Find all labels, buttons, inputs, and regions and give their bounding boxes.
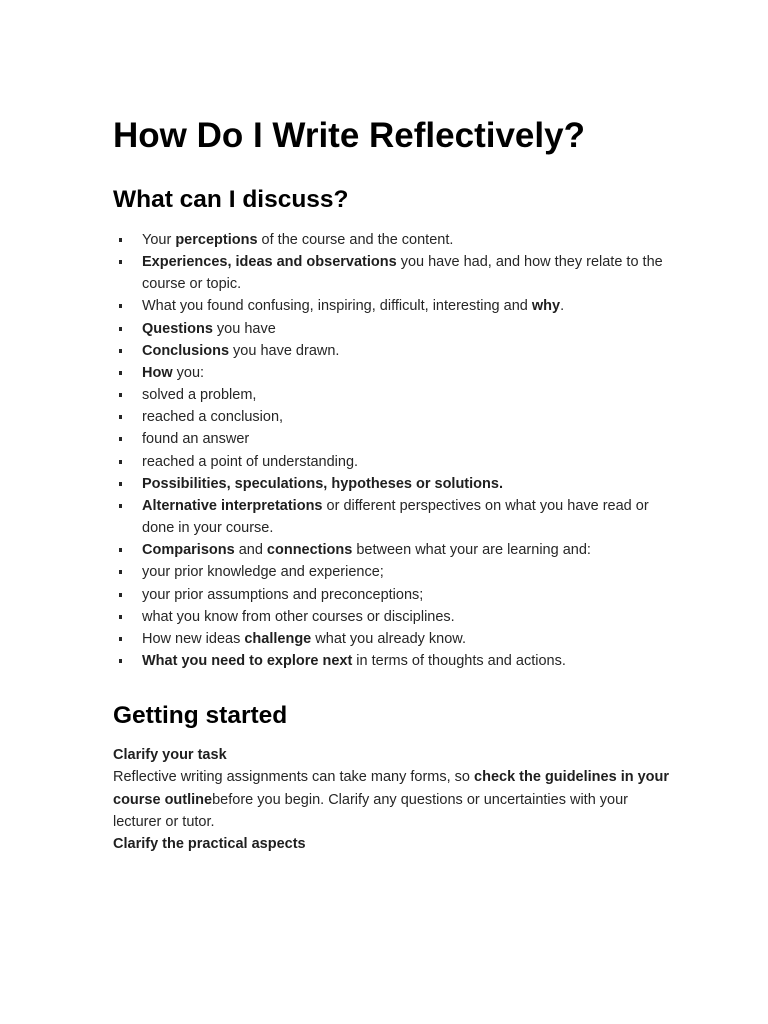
item-bold-text: perceptions (175, 232, 258, 248)
item-bold-text: Conclusions (142, 342, 230, 359)
discuss-list-item (118, 650, 678, 672)
bullet-icon (119, 460, 122, 464)
guidelines-paragraph (113, 766, 673, 833)
getting-started-body (113, 744, 673, 855)
item-bold-text: challenge (244, 630, 312, 647)
bullet-icon (119, 371, 122, 375)
bullet-icon (119, 570, 122, 574)
item-text: found an answer (142, 431, 250, 448)
discuss-list-item (118, 362, 678, 384)
bullet-icon (119, 593, 122, 597)
item-text: Your (142, 232, 176, 248)
bullet-icon (119, 393, 122, 397)
item-text: What you found confusing, inspiring, difficult, interesting and (142, 298, 532, 315)
discuss-list-item (118, 539, 678, 561)
item-text: your prior assumptions and preconceptions; (142, 586, 424, 603)
bullet-icon (119, 482, 122, 486)
discuss-list-item (118, 251, 678, 295)
bullet-icon (119, 659, 122, 663)
item-text: How new ideas (142, 630, 245, 647)
item-bold-text: Alternative interpretations (142, 497, 323, 514)
bullet-icon (119, 504, 122, 508)
paragraph-text-bold: check the guidelines in your course outline (113, 769, 670, 808)
clarify-task-label: Clarify your task (113, 747, 227, 763)
bullet-icon (119, 548, 122, 552)
bullet-icon (119, 615, 122, 619)
page-title: How Do I Write Reflectively? (113, 116, 585, 155)
discuss-list-item (118, 561, 678, 583)
item-text: reached a conclusion, (142, 409, 284, 426)
item-text: of the course and the content. (257, 232, 454, 248)
item-bold-text: Possibilities, speculations, hypotheses or solutions. (142, 475, 503, 492)
item-text: you have had, and how they relate to the course or topic. (142, 254, 663, 293)
discuss-list-item (118, 606, 678, 628)
bullet-icon (119, 637, 122, 641)
item-text: or different perspectives on what you have read or done in your course. (142, 497, 649, 537)
bullet-icon (119, 238, 122, 242)
paragraph-text-lead: Reflective writing assignments can take many forms, so (113, 769, 475, 786)
discuss-list-item (118, 473, 678, 495)
discuss-list-item (118, 406, 678, 428)
item-text: solved a problem, (142, 387, 257, 404)
item-text: reached a point of understanding. (142, 453, 359, 470)
bullet-icon (119, 260, 122, 264)
item-text: . (560, 298, 565, 315)
section-heading-discuss: What can I discuss? (113, 186, 349, 213)
discuss-bullet-list (118, 229, 678, 672)
discuss-list-item (118, 229, 678, 251)
item-bold-text: Experiences, ideas and observations (142, 254, 397, 271)
item-bold-text: Questions (142, 320, 213, 337)
item-bold-text: How (142, 364, 173, 381)
clarify-practical-label: Clarify the practical aspects (113, 836, 306, 853)
bullet-icon (119, 437, 122, 441)
discuss-list-item (118, 295, 678, 317)
item-text: your prior knowledge and experience; (142, 564, 384, 581)
item-bold-text: What you need to explore next (142, 652, 353, 669)
discuss-list-item (118, 340, 678, 362)
discuss-list-item (118, 384, 678, 406)
discuss-list-item (118, 428, 678, 450)
item-text: between what your are learning and: (352, 542, 591, 559)
item-bold-text: connections (266, 542, 353, 559)
discuss-list-item (118, 628, 678, 650)
item-text: in terms of thoughts and actions. (352, 652, 566, 669)
discuss-list-item (118, 584, 678, 606)
bullet-icon (119, 327, 122, 331)
item-text: you have drawn. (229, 342, 340, 359)
discuss-list-item (118, 451, 678, 473)
bullet-icon (119, 349, 122, 353)
item-text: and (234, 542, 267, 559)
item-text: what you know from other courses or disciplines. (142, 608, 455, 625)
item-bold-text: Comparisons (142, 542, 235, 559)
item-bold-text: why (531, 298, 561, 315)
discuss-list-item (118, 495, 678, 539)
section-heading-getting-started: Getting started (113, 702, 288, 729)
item-text: you have (212, 320, 276, 337)
item-text: what you already know. (311, 630, 467, 647)
bullet-icon (119, 415, 122, 419)
paragraph-text-rest: before you begin. Clarify any questions or uncertainties with your lecturer or tutor. (113, 791, 629, 830)
discuss-list-item (118, 318, 678, 340)
item-text: you: (172, 364, 205, 381)
bullet-icon (119, 304, 122, 308)
